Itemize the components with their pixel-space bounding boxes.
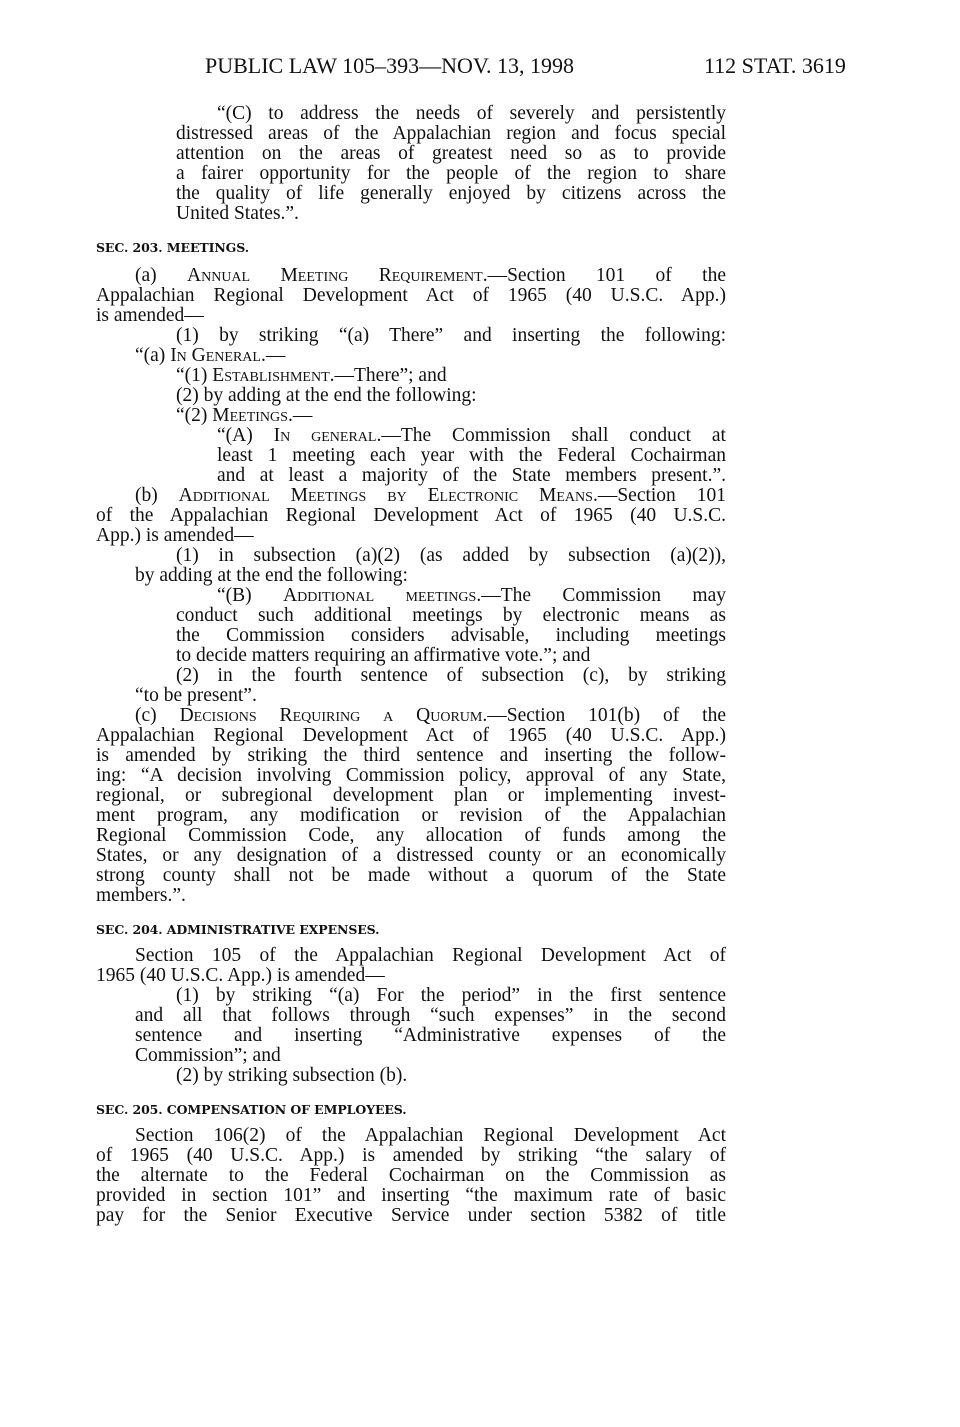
text-line: provided in section 101” and inserting “the maximum rate of basic <box>96 1185 726 1206</box>
text-line: (1) by striking “(a) There” and inserting the following: <box>176 325 726 346</box>
text-line: (c) Decisions Requiring a Quorum.—Section 101(b) of the <box>135 705 727 726</box>
text-line: (2) by adding at the end the following: <box>176 385 477 406</box>
text-line: United States.”. <box>176 203 299 224</box>
text-line: the alternate to the Federal Cochairman on the Commission as <box>96 1165 726 1186</box>
text-line: (b) Additional Meetings by Electronic Means.—Section 101 <box>135 485 726 506</box>
text-line: (2) by striking subsection (b). <box>176 1065 408 1086</box>
text-line: 1965 (40 U.S.C. App.) is amended— <box>96 965 385 986</box>
text-line: Appalachian Regional Development Act of 1965 (40 U.S.C. App.) <box>96 725 726 746</box>
text-line: pay for the Senior Executive Service under section 5382 of title <box>96 1205 726 1226</box>
text-line: to decide matters requiring an affirmative vote.”; and <box>176 645 591 666</box>
text-line: (1) in subsection (a)(2) (as added by subsection (a)(2)), <box>176 545 726 566</box>
text-line: ment program, any modification or revision of the Appalachian <box>96 805 726 826</box>
text-line: and all that follows through “such expenses” in the second <box>135 1005 726 1026</box>
text-line: sentence and inserting “Administrative expenses of the <box>135 1025 726 1046</box>
text-line: “(A) In general.—The Commission shall conduct at <box>217 425 726 446</box>
text-line: (a) Annual Meeting Requirement.—Section 101 of the <box>135 265 726 286</box>
text-line: “(1) Establishment.—There”; and <box>176 365 447 386</box>
text-line: (2) in the fourth sentence of subsection (c), by striking <box>176 665 726 686</box>
text-line: members.”. <box>96 885 186 906</box>
text-line: of the Appalachian Regional Development Act of 1965 (40 U.S.C. <box>96 505 726 526</box>
text-line: (1) by striking “(a) For the period” in the first sentence <box>176 985 726 1006</box>
text-line: ing: “A decision involving Commission policy, approval of any State, <box>96 765 726 786</box>
text-line: the quality of life generally enjoyed by citizens across the <box>176 183 726 204</box>
text-line: of 1965 (40 U.S.C. App.) is amended by striking “the salary of <box>96 1145 726 1166</box>
text-line: attention on the areas of greatest need so as to provide <box>176 143 726 164</box>
text-line: regional, or subregional development plan or implementing invest- <box>96 785 726 806</box>
section-heading: SEC. 203. MEETINGS. <box>96 240 249 255</box>
text-line: “(2) Meetings.— <box>176 405 313 426</box>
text-line: conduct such additional meetings by electronic means as <box>176 605 726 626</box>
text-line: is amended— <box>96 305 204 326</box>
text-line: a fairer opportunity for the people of the region to share <box>176 163 726 184</box>
text-line: App.) is amended— <box>96 525 254 546</box>
text-line: the Commission considers advisable, including meetings <box>176 625 726 646</box>
page-header-stat: 112 STAT. 3619 <box>704 53 846 78</box>
text-line: Section 105 of the Appalachian Regional Development Act of <box>135 945 726 966</box>
text-line: States, or any designation of a distressed county or an economically <box>96 845 726 866</box>
text-line: least 1 meeting each year with the Federal Cochairman <box>217 445 726 466</box>
text-line: “(B) Additional meetings.—The Commission may <box>217 585 726 606</box>
section-heading: SEC. 204. ADMINISTRATIVE EXPENSES. <box>96 922 380 937</box>
text-line: Section 106(2) of the Appalachian Regional Development Act <box>135 1125 726 1146</box>
text-line: Appalachian Regional Development Act of 1965 (40 U.S.C. App.) <box>96 285 726 306</box>
text-line: “(C) to address the needs of severely and persistently <box>217 103 726 124</box>
text-line: “(a) In General.— <box>135 345 286 366</box>
section-heading: SEC. 205. COMPENSATION OF EMPLOYEES. <box>96 1102 407 1117</box>
text-line: Regional Commission Code, any allocation of funds among the <box>96 825 726 846</box>
text-line: “to be present”. <box>135 685 257 706</box>
text-line: Commission”; and <box>135 1045 281 1066</box>
text-line: and at least a majority of the State members present.”. <box>217 465 726 486</box>
text-line: strong county shall not be made without a quorum of the State <box>96 865 726 886</box>
text-line: is amended by striking the third sentence and inserting the follow- <box>96 745 726 766</box>
text-line: distressed areas of the Appalachian region and focus special <box>176 123 726 144</box>
page-header-title: PUBLIC LAW 105–393—NOV. 13, 1998 <box>205 53 574 78</box>
text-line: by adding at the end the following: <box>135 565 408 586</box>
